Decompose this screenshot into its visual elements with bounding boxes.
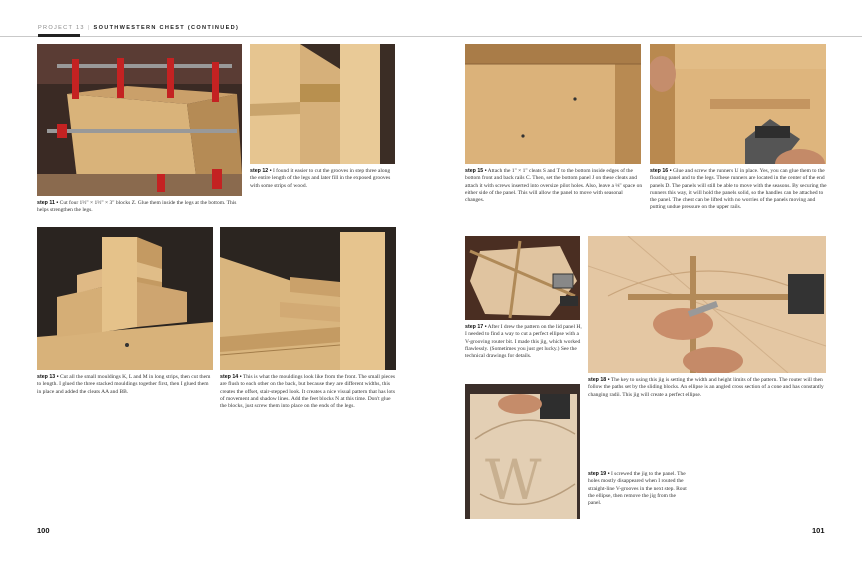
routed-panel-photo <box>465 384 580 519</box>
step-15-text: Attach the 1" × 1" cleats S and T to the bottom inside edges of the bottom front and back rails C. Then, set the bottom panel J on these cleats and attach it with screws inserted into oversize pilot holes. Also, leave a ⅛" space on either side of the panel. This will allow the panel to move with seasonal changes. <box>465 168 643 204</box>
step-19-label: step 19 • <box>588 471 610 477</box>
ellipse-jig-photo <box>465 236 580 320</box>
step-11-label: step 11 • <box>37 200 59 206</box>
svg-text:W: W <box>485 448 542 512</box>
step-18-label: step 18 • <box>588 377 610 383</box>
step-14-text: This is what the mouldings look like from the front. The small pieces are flush to each other on the back, but because they are different widths, this creates the offset, stair-stepped look. It creates a nice visual pattern that has lots of movement and shadow lines. Add the feet blocks N at this time. Don't glue the blocks, just screw them into place on the ends of the legs. <box>220 374 396 410</box>
step-11-caption <box>37 200 242 215</box>
step-16-text: Glue and screw the runners U in place. Yes, you can glue them to the floating panel and to the legs. These runners are located in the center of the end panels D. The panels will still be able to move with the seasons. By securing the runners this way, it will hold the panels solid, so the handles can be attached to the panel. The chest can be lifted with no worries of the panels moving and putting undue pressure on the upper rails. <box>650 168 827 211</box>
step-17-caption <box>465 324 582 360</box>
step-12-text: I found it easier to cut the grooves in step three along the entire length of the legs and later fill in the exposed grooves with some strips of wood. <box>250 168 391 189</box>
running-header <box>38 25 239 31</box>
step-15-label: step 15 • <box>465 168 487 174</box>
project-label: PROJECT 13 <box>38 25 85 31</box>
step-17-text: After I drew the pattern on the lid panel H, I needed to find a way to cut a perfect ellipse with a V-grooving router bit. I made this jig, which worked flawlessly. (Sometimes you just get lucky.) See the technical drawings for details. <box>465 324 582 360</box>
jig-setup-photo <box>588 236 826 373</box>
step-15-caption <box>465 168 643 204</box>
page-number-right: 101 <box>812 526 825 535</box>
step-16-label: step 16 • <box>650 168 672 174</box>
moulding-corner-photo <box>37 227 213 370</box>
step-14-caption <box>220 374 398 410</box>
page-number-left: 100 <box>37 526 50 535</box>
step-14-label: step 14 • <box>220 374 242 380</box>
step-18-text: The key to using this jig is setting the width and height limits of the pattern. The router will then follow the paths set by the sliding blocks. An ellipse is an angled cross section of a cone and has constantly changing radii. This jig will create a perfect ellipse. <box>588 377 824 398</box>
step-19-text: I screwed the jig to the panel. The holes mostly disappeared when I routed the straight-line V-grooves in the next step. Rout the ellipse, then remove the jig from the panel. <box>588 471 687 507</box>
leg-groove-photo <box>250 44 395 164</box>
step-16-caption <box>650 168 828 212</box>
step-13-label: step 13 • <box>37 374 59 380</box>
step-19-caption <box>588 471 688 507</box>
header-mark <box>38 34 80 37</box>
chapter-title: SOUTHWESTERN CHEST (CONTINUED) <box>93 25 240 31</box>
step-12-label: step 12 • <box>250 168 272 174</box>
step-13-text: Cut all the small mouldings K, L and M in long strips, then cut them to length. I glued the three stacked mouldings together first, then I glued them in place and added the cleats AA and BB. <box>37 374 211 395</box>
bottom-panel-photo <box>465 44 641 164</box>
step-18-caption <box>588 377 828 399</box>
step-13-caption <box>37 374 213 396</box>
header-rule <box>0 36 862 37</box>
clamped-chest-photo <box>37 44 242 196</box>
header-separator: | <box>87 25 91 31</box>
step-12-caption <box>250 168 398 190</box>
moulding-front-photo <box>220 227 396 370</box>
runner-drill-photo <box>650 44 826 164</box>
step-11-text: Cut four 1½" × 1½" × 3" blocks Z. Glue them inside the legs at the bottom. This helps strengthen the legs. <box>37 200 237 214</box>
step-17-label: step 17 • <box>465 324 487 330</box>
